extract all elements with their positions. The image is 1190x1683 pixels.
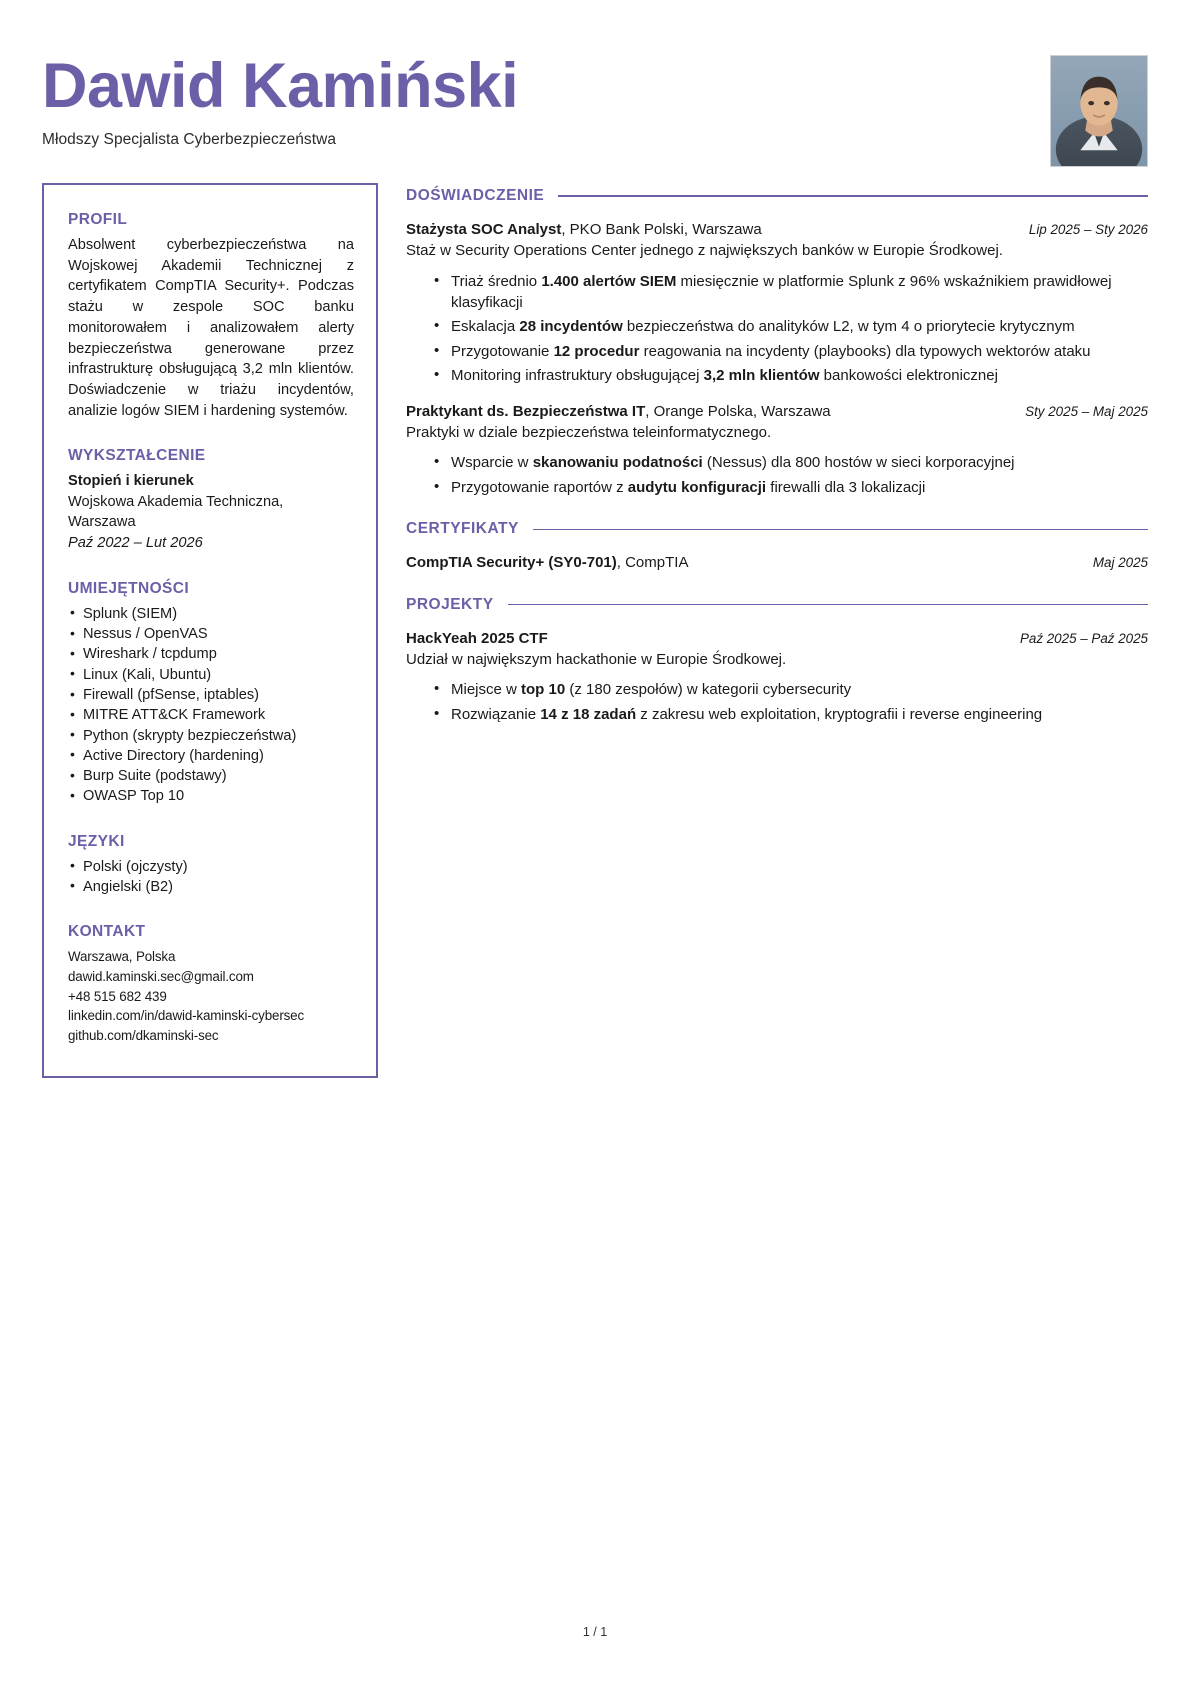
- entry-description: Staż w Security Operations Center jednego z największych banków w Europie Środkowej.: [406, 242, 1003, 260]
- candidate-name: Dawid Kamiński: [42, 51, 519, 121]
- entry-header: [406, 552, 1148, 573]
- list-item: • Burp Suite (podstawy): [68, 766, 354, 786]
- page-footer: [0, 1625, 1190, 1639]
- list-item: • Python (skrypty bezpieczeństwa): [68, 726, 354, 746]
- entry-title: [406, 219, 762, 240]
- entry-description: Udział w największym hackathonie w Europie Środkowej.: [406, 650, 787, 668]
- bullet-item: [434, 316, 1148, 337]
- bullet-highlight: 1.400 alertów SIEM: [541, 272, 677, 290]
- profile-photo-image: [1051, 56, 1147, 166]
- entry-role: Stażysta SOC Analyst: [406, 221, 562, 238]
- sidebar-section-skills: [68, 580, 354, 807]
- entry-date: Lip 2025 – Sty 2026: [1028, 222, 1148, 237]
- list-item: • Nessus / OpenVAS: [68, 624, 354, 644]
- list-item: • Linux (Kali, Ubuntu): [68, 665, 354, 685]
- bullet-highlight: 3,2 mln klientów: [703, 367, 820, 385]
- languages-list: [68, 857, 354, 898]
- bullet-text: reagowania na incydenty (playbooks) dla typowych wektorów ataku: [639, 342, 1091, 360]
- profile-summary-text: Absolwent cyberbezpieczeństwa na Wojskowej Akademii Technicznej z certyfikatem CompTIA Security+. Podczas stażu w zespole SOC banku monitorowałem i analizowałem alerty bezpieczeństwa generowane przez infrastrukturę obsługującą 3,2 mln klientów. Doświadczenie w triażu incydentów, analizie logów SIEM i hardening systemów.: [68, 237, 354, 419]
- sidebar-section-profile: [68, 211, 354, 421]
- bullet-text: bankowości elektronicznej: [819, 367, 998, 385]
- entry-organisation: , Orange Polska, Warszawa: [645, 402, 831, 420]
- section-projects: [406, 596, 1148, 725]
- bullet-item: [434, 452, 1148, 473]
- contact-line: Warszawa, Polska: [68, 949, 176, 965]
- entry-bullet-list: [406, 679, 1148, 725]
- contact-line: dawid.kaminski.sec@gmail.com: [68, 968, 254, 984]
- list-item: • Firewall (pfSense, iptables): [68, 685, 354, 705]
- entry-header: [406, 219, 1148, 240]
- certificate-entries: [406, 552, 1148, 573]
- section-header-certificates: [406, 520, 1148, 538]
- contact-line: +48 515 682 439: [68, 988, 167, 1004]
- bullet-text: bezpieczeństwa do analityków L2, w tym 4 o priorytecie krytycznym: [622, 318, 1075, 336]
- section-rule: [533, 529, 1148, 531]
- section-title-projects: PROJEKTY: [406, 595, 494, 613]
- bullet-item: [434, 679, 1148, 700]
- entry-date: Maj 2025: [1092, 555, 1148, 571]
- section-header-experience: [406, 187, 1148, 205]
- resume-header: [0, 0, 1190, 165]
- bullet-text: miesięcznie w platformie Splunk z 96% wskaźnikiem prawidłowej klasyfikacji: [451, 272, 1112, 312]
- main-column: [378, 183, 1148, 747]
- list-item: • OWASP Top 10: [68, 786, 354, 806]
- entry: [406, 219, 1148, 387]
- bullet-text: Wsparcie w: [451, 454, 533, 472]
- list-item: • Angielski (B2): [68, 877, 354, 897]
- bullet-text: Triaż średnio: [451, 272, 542, 290]
- sidebar-heading-languages: JĘZYKI: [68, 832, 125, 850]
- bullet-item: [434, 271, 1148, 314]
- entry: [406, 552, 1148, 573]
- entry-role: CompTIA Security+ (SY0-701): [406, 554, 617, 572]
- entry-bullet-list: [406, 452, 1148, 498]
- education-date: Paź 2022 – Lut 2026: [68, 534, 203, 551]
- section-title-certificates: CERTYFIKATY: [406, 520, 519, 538]
- project-entries: [406, 628, 1148, 725]
- sidebar: [42, 183, 378, 1078]
- bullet-item: [434, 477, 1148, 498]
- list-item: • Polski (ojczysty): [68, 857, 354, 877]
- bullet-text: Przygotowanie raportów z: [451, 478, 628, 496]
- resume-body: [0, 183, 1190, 1078]
- entry-title: [406, 552, 688, 573]
- entry-date: Paź 2025 – Paź 2025: [1019, 630, 1148, 646]
- bullet-item: [434, 704, 1148, 725]
- contact-lines: [68, 947, 354, 1046]
- bullet-highlight: skanowaniu podatności: [532, 454, 703, 472]
- bullet-highlight: 28 incydentów: [519, 318, 623, 336]
- list-item: • Splunk (SIEM): [68, 604, 354, 624]
- entry-header: [406, 401, 1148, 422]
- entry-header: [406, 628, 1148, 649]
- entry-role: Praktykant ds. Bezpieczeństwa IT: [406, 402, 646, 420]
- sidebar-heading-education: WYKSZTAŁCENIE: [68, 447, 206, 465]
- bullet-highlight: 14 z 18 zadań: [540, 705, 637, 723]
- entry: [406, 401, 1148, 498]
- bullet-highlight: 12 procedur: [553, 342, 640, 360]
- bullet-highlight: top 10: [521, 681, 566, 699]
- section-title-experience: DOŚWIADCZENIE: [406, 187, 545, 204]
- entry-date: Sty 2025 – Maj 2025: [1025, 403, 1148, 419]
- education-degree: Stopień i kierunek: [68, 473, 194, 490]
- skills-list: [68, 604, 354, 807]
- bullet-text: Monitoring infrastruktury obsługującej: [451, 367, 704, 385]
- bullet-text: firewalli dla 3 lokalizacji: [766, 478, 926, 496]
- section-rule: [508, 604, 1148, 606]
- bullet-text: Miejsce w: [451, 681, 522, 699]
- entry-organisation: , CompTIA: [616, 554, 689, 572]
- bullet-text: Eskalacja: [451, 318, 520, 336]
- education-school: Wojskowa Akademia Techniczna, Warszawa: [68, 493, 284, 531]
- bullet-text: Rozwiązanie: [451, 705, 541, 723]
- list-item: • MITRE ATT&CK Framework: [68, 705, 354, 725]
- entry-bullet-list: [406, 271, 1148, 387]
- bullet-text: (Nessus) dla 800 hostów w sieci korporacyjnej: [702, 454, 1015, 472]
- entry-organisation: , PKO Bank Polski, Warszawa: [561, 221, 762, 238]
- bullet-text: z zakresu web exploitation, kryptografii i reverse engineering: [636, 705, 1043, 723]
- entry-title: [406, 628, 548, 649]
- profile-photo: [1050, 55, 1148, 167]
- bullet-highlight: audytu konfiguracji: [627, 478, 767, 496]
- list-item: • Wireshark / tcpdump: [68, 644, 354, 664]
- section-rule: [558, 195, 1148, 197]
- section-experience: [406, 187, 1148, 498]
- entry: [406, 628, 1148, 725]
- experience-entries: [406, 219, 1148, 498]
- bullet-text: Przygotowanie: [451, 342, 554, 360]
- entry-description: Praktyki w dziale bezpieczeństwa teleinformatycznego.: [406, 424, 772, 442]
- entry-role: HackYeah 2025 CTF: [406, 629, 548, 647]
- sidebar-section-education: [68, 447, 354, 553]
- candidate-job-title: Młodszy Specjalista Cyberbezpieczeństwa: [42, 130, 336, 148]
- contact-line: linkedin.com/in/dawid-kaminski-cybersec: [68, 1008, 305, 1024]
- bullet-text: (z 180 zespołów) w kategorii cybersecurity: [565, 681, 852, 699]
- entry-title: [406, 401, 831, 422]
- list-item: • Active Directory (hardening): [68, 746, 354, 766]
- sidebar-section-contact: [68, 923, 354, 1046]
- sidebar-heading-contact: KONTAKT: [68, 923, 146, 941]
- contact-line: github.com/dkaminski-sec: [68, 1028, 219, 1044]
- bullet-item: [434, 365, 1148, 386]
- sidebar-heading-profile: PROFIL: [68, 211, 128, 228]
- bullet-item: [434, 341, 1148, 362]
- page-indicator: 1 / 1: [582, 1625, 608, 1639]
- section-certificates: [406, 520, 1148, 573]
- sidebar-section-languages: [68, 833, 354, 898]
- section-header-projects: [406, 596, 1148, 614]
- sidebar-heading-skills: UMIEJĘTNOŚCI: [68, 579, 190, 597]
